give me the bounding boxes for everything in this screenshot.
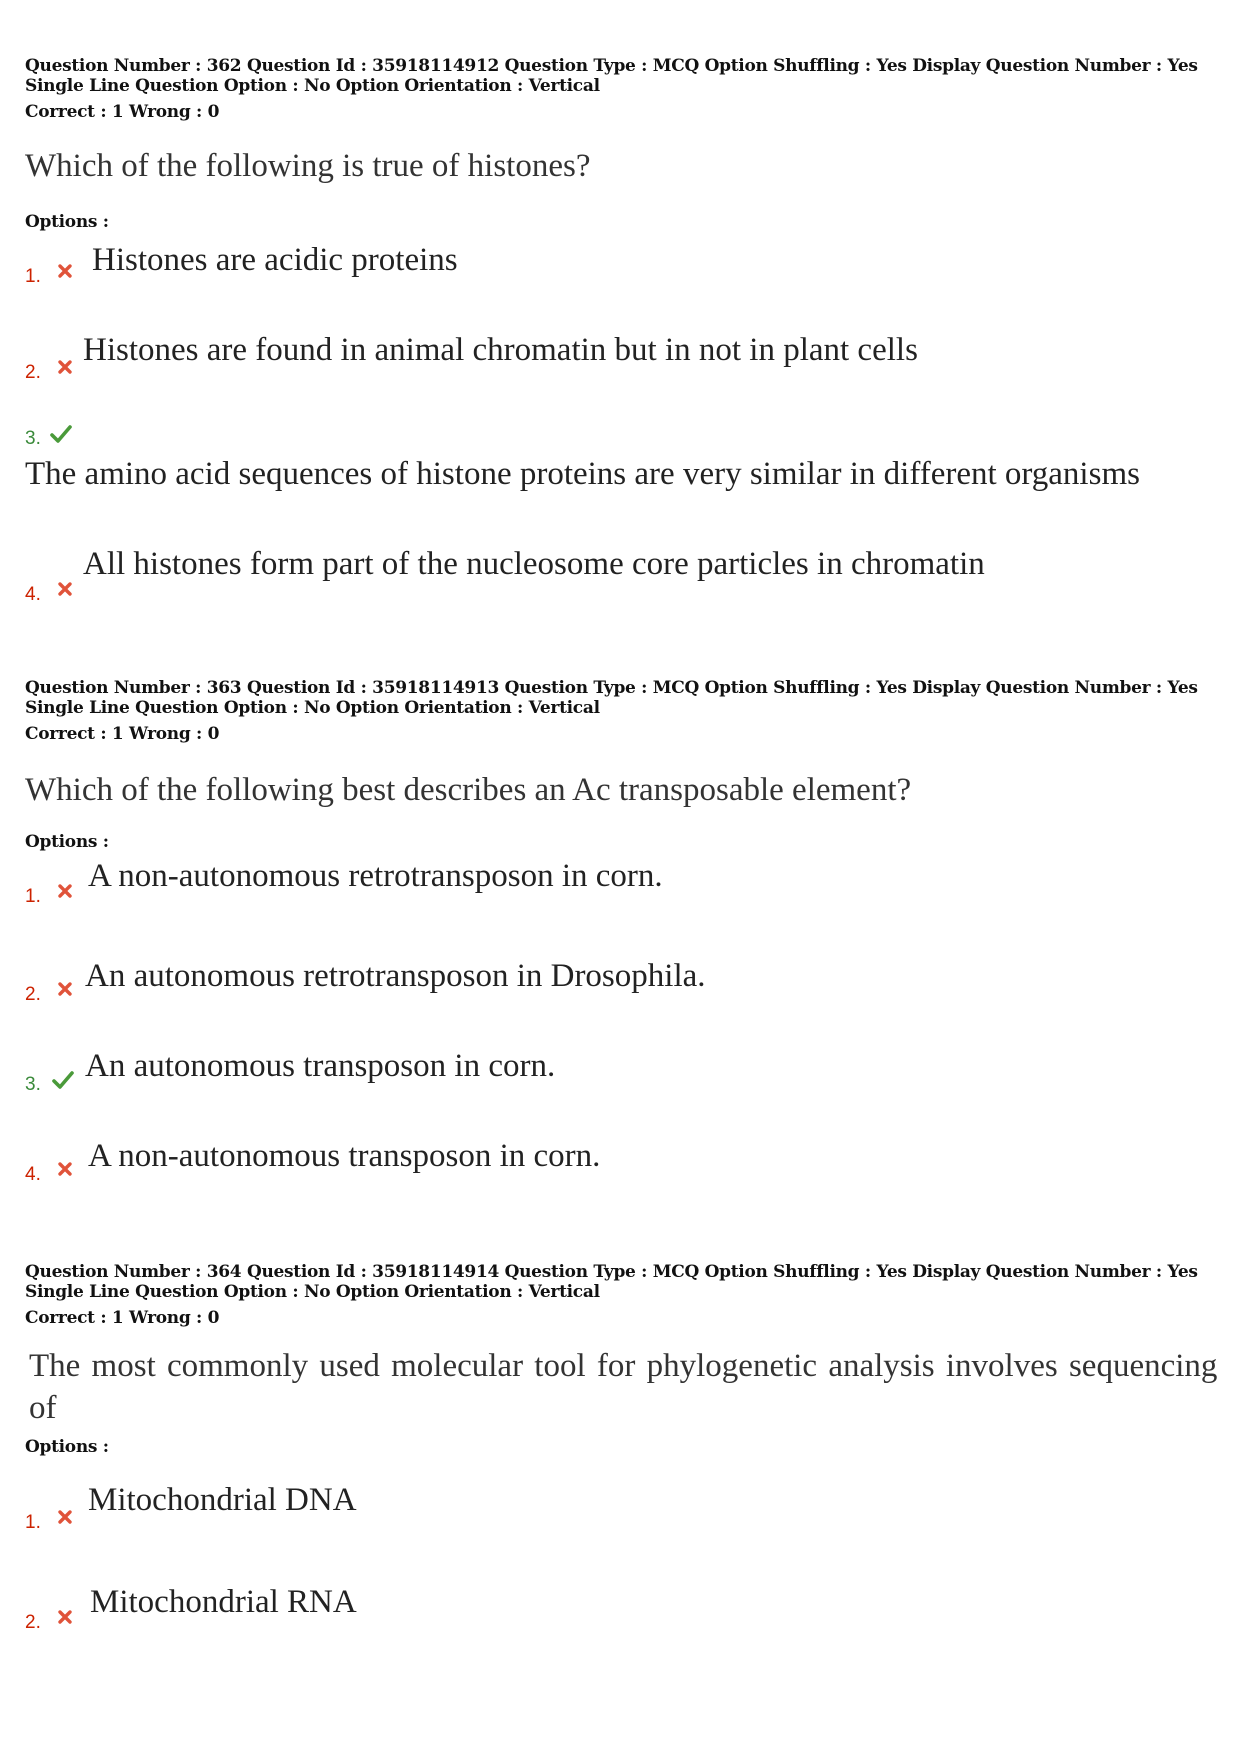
marks-line: Correct : 1 Wrong : 0 — [25, 724, 220, 744]
option-text: A non-autonomous transposon in corn. — [88, 1138, 601, 1174]
option-number: 1. — [25, 1512, 41, 1533]
options-label: Options : — [25, 1437, 109, 1457]
options-label: Options : — [25, 832, 109, 852]
cross-icon — [56, 580, 74, 598]
option-number: 3. — [25, 1074, 41, 1095]
option-number: 2. — [25, 1612, 41, 1633]
option-text: A non-autonomous retrotransposon in corn. — [88, 858, 663, 894]
option-text: An autonomous retrotransposon in Drosophila. — [85, 958, 706, 994]
marks-line: Correct : 1 Wrong : 0 — [25, 1308, 220, 1328]
question-text: Which of the following best describes an Ac transposable element? — [25, 772, 912, 808]
option-text: Mitochondrial RNA — [90, 1584, 357, 1620]
option-text: Mitochondrial DNA — [88, 1482, 357, 1518]
question-meta-line: Single Line Question Option : No Option Orientation : Vertical — [25, 698, 600, 718]
marks-line: Correct : 1 Wrong : 0 — [25, 102, 220, 122]
question-meta-line: Question Number : 363 Question Id : 35918114913 Question Type : MCQ Option Shuffling : Yes Display Question Number : Yes — [25, 678, 1198, 698]
option-number: 3. — [25, 428, 41, 449]
option-text: The amino acid sequences of histone proteins are very similar in different organisms — [25, 456, 1140, 492]
cross-icon — [56, 882, 74, 900]
cross-icon — [56, 980, 74, 998]
cross-icon — [56, 1508, 74, 1526]
cross-icon — [56, 358, 74, 376]
option-number: 2. — [25, 362, 41, 383]
cross-icon — [56, 1160, 74, 1178]
option-number: 1. — [25, 886, 41, 907]
check-icon — [52, 1070, 74, 1090]
option-number: 4. — [25, 584, 41, 605]
option-number: 4. — [25, 1164, 41, 1185]
question-meta-line: Question Number : 362 Question Id : 35918114912 Question Type : MCQ Option Shuffling : Yes Display Question Number : Yes — [25, 56, 1198, 76]
cross-icon — [56, 1608, 74, 1626]
question-text: Which of the following is true of histones? — [25, 148, 591, 184]
option-text: Histones are acidic proteins — [92, 242, 458, 278]
option-text: All histones form part of the nucleosome core particles in chromatin — [83, 546, 985, 582]
option-number: 2. — [25, 984, 41, 1005]
option-number: 1. — [25, 266, 41, 287]
question-meta-line: Single Line Question Option : No Option Orientation : Vertical — [25, 1282, 600, 1302]
option-text: An autonomous transposon in corn. — [85, 1048, 556, 1084]
options-label: Options : — [25, 212, 109, 232]
question-meta-line: Question Number : 364 Question Id : 35918114914 Question Type : MCQ Option Shuffling : Yes Display Question Number : Yes — [25, 1262, 1198, 1282]
question-text-line: of — [29, 1390, 57, 1426]
check-icon — [50, 424, 72, 444]
cross-icon — [56, 262, 74, 280]
question-meta-line: Single Line Question Option : No Option Orientation : Vertical — [25, 76, 600, 96]
question-text-line: The most commonly used molecular tool for phylogenetic analysis involves sequencing — [29, 1348, 1218, 1384]
option-text: Histones are found in animal chromatin but in not in plant cells — [83, 332, 918, 368]
